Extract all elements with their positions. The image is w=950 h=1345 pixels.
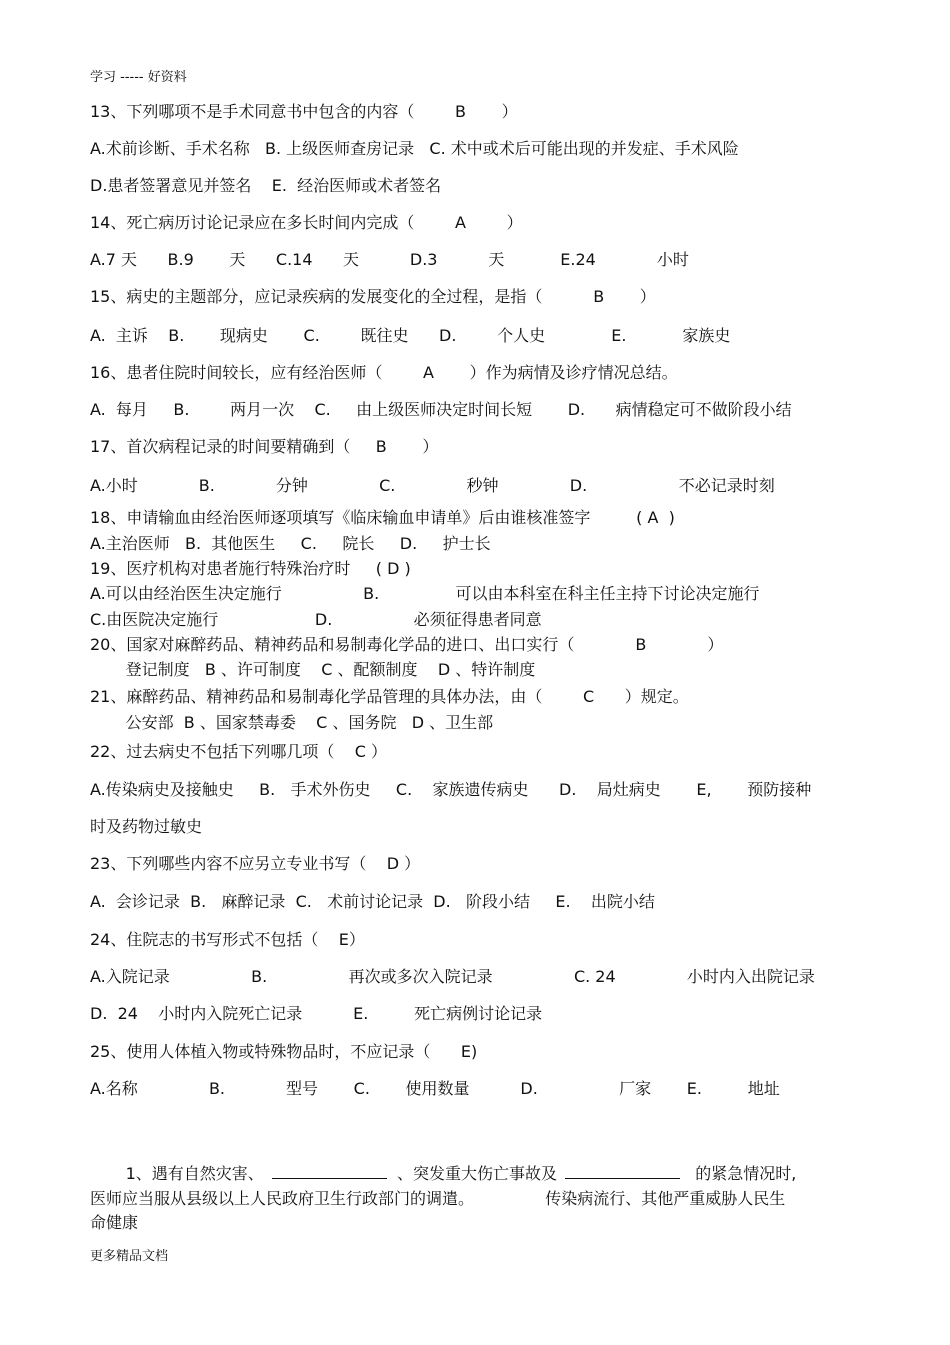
options-16: A. 每月 B. 两月一次 C. 由上级医师决定时间长短 D. 病情稳定可不做阶段小结 (90, 400, 792, 419)
options-20: 登记制度 B 、许可制度 C 、配额制度 D 、特许制度 (90, 660, 536, 679)
question-20: 20、国家对麻醉药品、精神药品和易制毒化学品的进口、出口实行（ B ） (90, 635, 724, 654)
question-17: 17、首次病程记录的时间要精确到（ B ） (90, 437, 439, 456)
question-24: 24、住院志的书写形式不包括（ E） (90, 930, 365, 949)
options-13a: A.术前诊断、手术名称 B. 上级医师查房记录 C. 术中或术后可能出现的并发症、手术风险 (90, 139, 739, 158)
options-23: A. 会诊记录 B. 麻醉记录 C. 术前讨论记录 D. 阶段小结 E. 出院小结 (90, 892, 655, 911)
question-16: 16、患者住院时间较长，应有经治医师（ A ）作为病情及诊疗情况总结。 (90, 363, 678, 382)
page-header: 学习 ----- 好资料 (90, 70, 187, 85)
options-19a: A.可以由经治医生决定施行 B. 可以由本科室在科主任主持下讨论决定施行 (90, 584, 760, 603)
answer-blank-2[interactable] (565, 1164, 680, 1179)
fill-blank-line-2: 医师应当服从县级以上人民政府卫生行政部门的调遣。 传染病流行、其他严重威胁人民生 (90, 1189, 786, 1208)
options-15: A. 主诉 B. 现病史 C. 既往史 D. 个人史 E. 家族史 (90, 326, 731, 345)
fill-text-3: 的紧急情况时, (679, 1164, 797, 1183)
question-21: 21、麻醉药品、精神药品和易制毒化学品管理的具体办法，由（ C ）规定。 (90, 687, 689, 706)
fill-blank-line-3: 命健康 (90, 1213, 139, 1232)
question-19: 19、医疗机构对患者施行特殊治疗时 ( D ) (90, 559, 411, 578)
options-18: A.主治医师 B. 其他医生 C. 院长 D. 护士长 (90, 534, 491, 553)
question-15: 15、病史的主题部分，应记录疾病的发展变化的全过程，是指（ B ） (90, 287, 656, 306)
options-24b: D. 24 小时内入院死亡记录 E. 死亡病例讨论记录 (90, 1004, 543, 1023)
page-footer: 更多精品文档 (90, 1249, 169, 1264)
options-24a: A.入院记录 B. 再次或多次入院记录 C. 24 小时内入出院记录 (90, 967, 815, 986)
options-14: A.7 天 B.9 天 C.14 天 D.3 天 E.24 小时 (90, 250, 689, 269)
fill-blank-question-1 (90, 1164, 796, 1184)
options-22b: 时及药物过敏史 (90, 817, 203, 836)
question-22: 22、过去病史不包括下列哪几项（ C ） (90, 742, 387, 761)
options-22a: A.传染病史及接触史 B. 手术外伤史 C. 家族遗传病史 D. 局灶病史 E, 预防接种 (90, 780, 812, 799)
fill-text-2: 、突发重大伤亡事故及 (386, 1164, 557, 1183)
options-13b: D.患者签署意见并签名 E. 经治医师或术者签名 (90, 176, 442, 195)
fill-text-1: 1、遇有自然灾害、 (90, 1164, 264, 1183)
answer-blank-1[interactable] (272, 1164, 387, 1179)
options-19b: C.由医院决定施行 D. 必须征得患者同意 (90, 610, 542, 629)
question-13: 13、下列哪项不是手术同意书中包含的内容（ B ） (90, 102, 518, 121)
question-25: 25、使用人体植入物或特殊物品时，不应记录（ E) (90, 1042, 478, 1061)
options-17: A.小时 B. 分钟 C. 秒钟 D. 不必记录时刻 (90, 476, 775, 495)
options-21: 公安部 B 、国家禁毒委 C 、国务院 D 、卫生部 (90, 713, 494, 732)
question-18: 18、申请输血由经治医师逐项填写《临床输血申请单》后由谁核准签字 ( A ) (90, 508, 675, 527)
question-14: 14、死亡病历讨论记录应在多长时间内完成（ A ） (90, 213, 523, 232)
question-23: 23、下列哪些内容不应另立专业书写（ D ） (90, 854, 421, 873)
options-25: A.名称 B. 型号 C. 使用数量 D. 厂家 E. 地址 (90, 1079, 780, 1098)
